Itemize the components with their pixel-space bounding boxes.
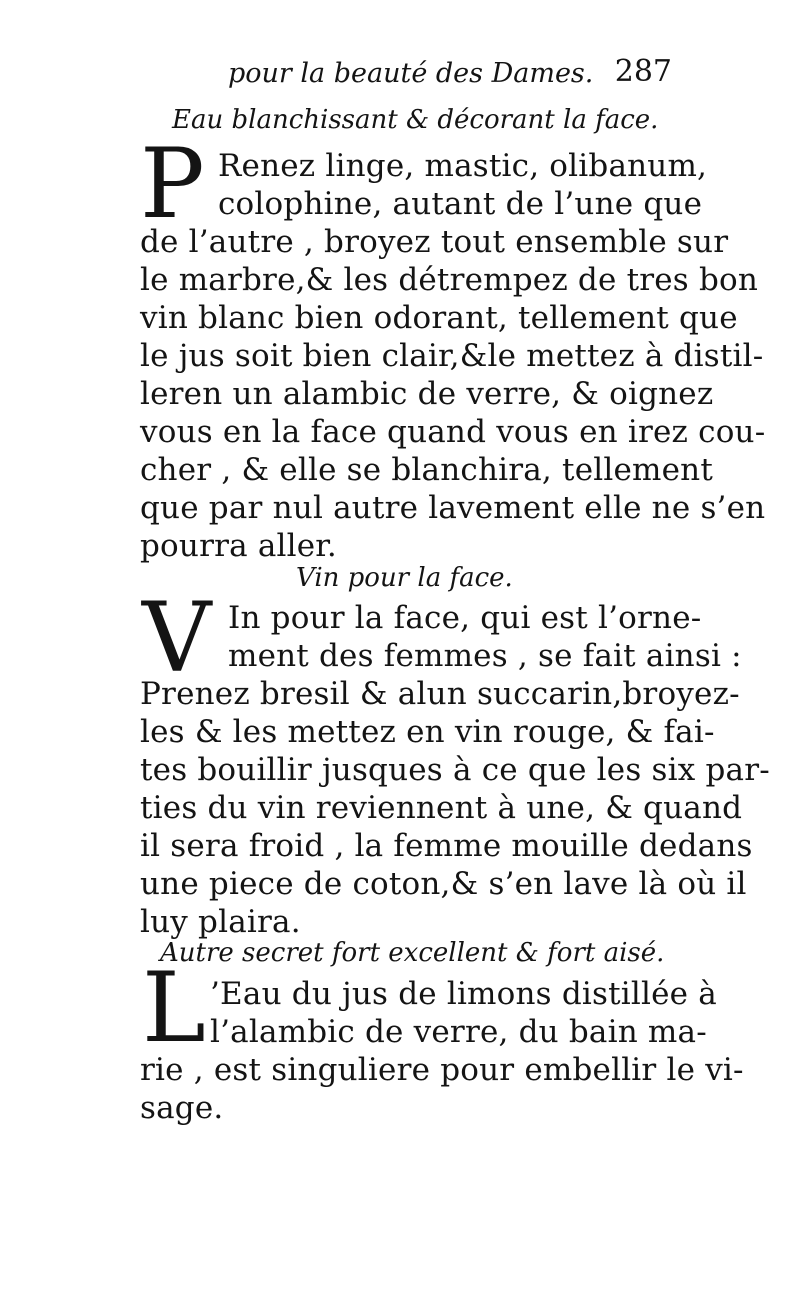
text-line: ties du vin reviennent à une, & quand bbox=[140, 790, 743, 826]
text-line: de l’autre , broyez tout ensemble sur bbox=[140, 224, 729, 260]
text-line: Renez linge, mastic, olibanum, bbox=[218, 148, 708, 184]
text-line: leren un alambic de verre, & oignez bbox=[140, 376, 714, 412]
text-line: sage. bbox=[140, 1090, 224, 1126]
text-line: l’alambic de verre, du bain ma- bbox=[210, 1014, 707, 1050]
text-line: que par nul autre lavement elle ne s’en bbox=[140, 490, 766, 526]
text-line: luy plaira. bbox=[140, 904, 301, 940]
text-line: In pour la face, qui est l’orne- bbox=[228, 600, 702, 636]
section-heading-eau-blanchissant: Eau blanchissant & décorant la face. bbox=[172, 105, 659, 135]
drop-cap-initial: P bbox=[140, 128, 205, 240]
text-line: ment des femmes , se fait ainsi : bbox=[228, 638, 742, 674]
text-line: Prenez bresil & alun succarin,broyez- bbox=[140, 676, 740, 712]
text-line: cher , & elle se blanchira, tellement bbox=[140, 452, 713, 488]
running-head-title: pour la beauté des Dames. bbox=[228, 58, 594, 89]
text-line: pourra aller. bbox=[140, 528, 337, 564]
text-line: rie , est singuliere pour embellir le vi- bbox=[140, 1052, 744, 1088]
text-line: les & les mettez en vin rouge, & fai- bbox=[140, 714, 715, 750]
section-heading-vin-pour-la-face: Vin pour la face. bbox=[296, 563, 513, 593]
section-heading-autre-secret: Autre secret fort excellent & fort aisé. bbox=[160, 938, 665, 968]
running-head bbox=[228, 52, 678, 96]
text-line: ’Eau du jus de limons distillée à bbox=[210, 976, 717, 1012]
text-line: tes bouillir jusques à ce que les six par- bbox=[140, 752, 770, 788]
text-line: vous en la face quand vous en irez cou- bbox=[140, 414, 766, 450]
text-line: colophine, autant de l’une que bbox=[218, 186, 703, 222]
text-line: il sera froid , la femme mouille dedans bbox=[140, 828, 753, 864]
text-line: le marbre,& les détrempez de tres bon bbox=[140, 262, 759, 298]
text-line: le jus soit bien clair,&le mettez à distil- bbox=[140, 338, 764, 374]
drop-cap-initial: V bbox=[142, 582, 212, 694]
drop-cap-initial: L bbox=[142, 952, 206, 1064]
text-line: une piece de coton,& s’en lave là où il bbox=[140, 866, 747, 902]
text-line: vin blanc bien odorant, tellement que bbox=[140, 300, 738, 336]
page-number: 287 bbox=[614, 54, 672, 89]
